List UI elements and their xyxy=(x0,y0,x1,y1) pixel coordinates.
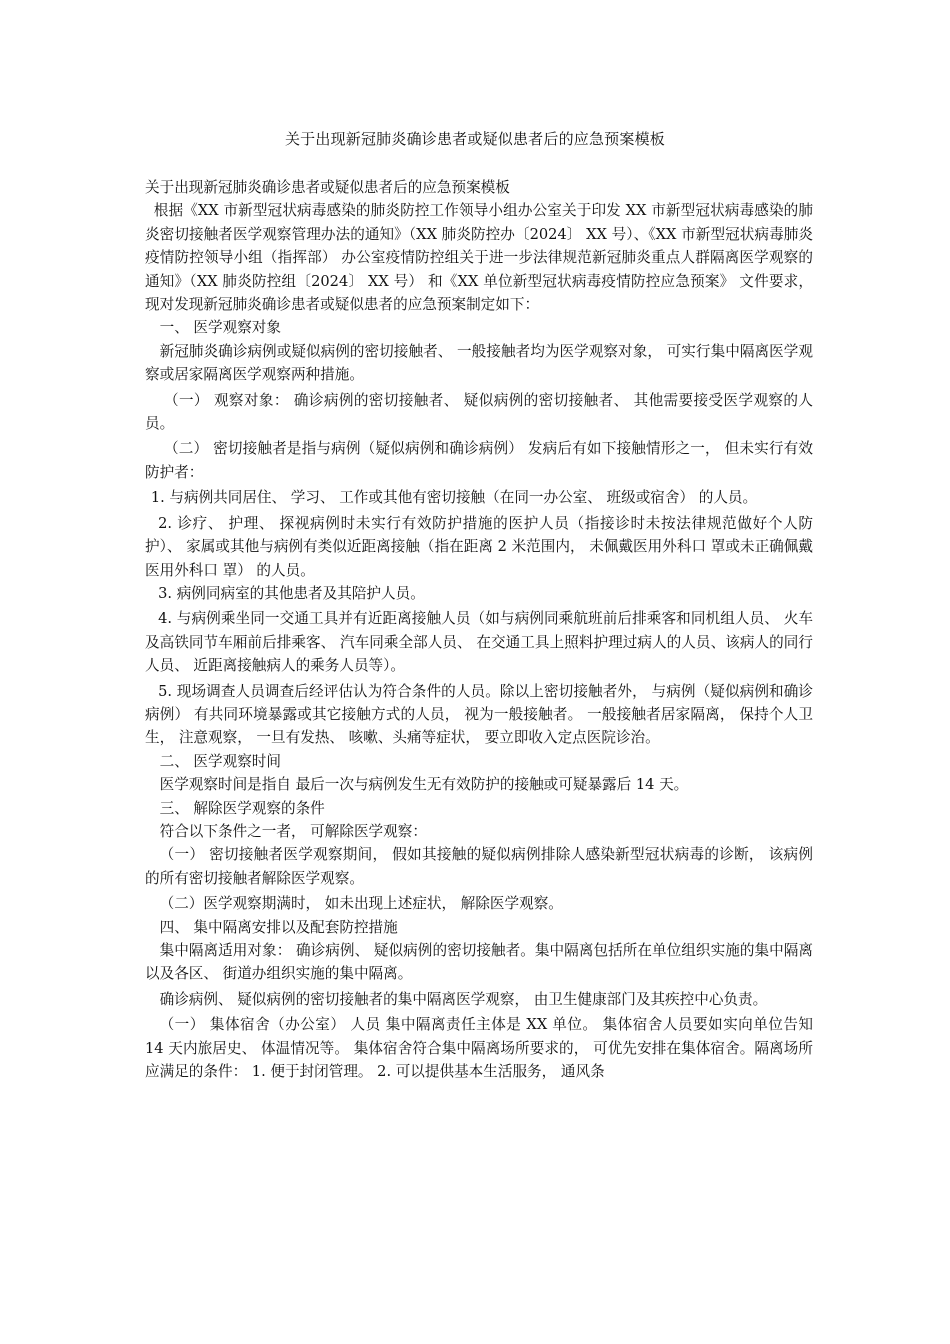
section-heading: 一、 医学观察对象 xyxy=(159,319,281,337)
paragraph: 符合以下条件之一者， 可解除医学观察： xyxy=(159,822,427,840)
list-item: 3. 病例同病室的其他患者及其陪护人员。 xyxy=(158,584,425,602)
paragraph: （一） 观察对象： 确诊病例的密切接触者、 疑似病例的密切接触者、 其他需要接受医学观察的人员。 xyxy=(145,391,813,433)
paragraph: （二） 密切接触者是指与病例（疑似病例和确诊病例） 发病后有如下接触情形之一， 但未实行有效防护者： xyxy=(145,440,813,481)
list-item: 1. 与病例共同居住、 学习、 工作或其他有密切接触（在同一办公室、 班级或宿舍） 的人员。 xyxy=(150,489,758,507)
page-title: 关于出现新冠肺炎确诊患者或疑似患者后的应急预案模板 xyxy=(284,130,665,148)
paragraph: （一） 密切接触者医学观察期间， 假如其接触的疑似病例排除人感染新型冠状病毒的诊断， 该病例的所有密切接触者解除医学观察。 xyxy=(145,846,813,887)
intro-paragraph: 根据《XX 市新型冠状病毒感染的肺炎防控工作领导小组办公室关于印发 XX 市新型冠状病毒感染的肺炎密切接触者医学观察管理办法的通知》（XX 肺炎防控办〔2024〕 XX 号）、《XX 市新型冠状病毒肺炎疫情防控领导小组（指挥部） 办公室疫情防控组关于进一步法律规范新冠肺炎重点人群隔离医学观察的通知》（XX 肺炎防控组〔2024〕 XX 号） 和《XX 单位新型冠状病毒疫情防控应急预案》 文件要求， 现对发现新冠肺炎确诊患者或疑似患者的应急预案制定如下： xyxy=(145,202,813,314)
paragraph: （一） 集体宿舍（办公室） 人员 集中隔离责任主体是 XX 单位。 集体宿舍人员要如实向单位告知 14 天内旅居史、 体温情况等。 集体宿舍符合集中隔离场所要求的， 可优先安排在集体宿舍。隔离场所应满足的条件： 1. 便于封闭管理。 2. 可以提供基本生活服务， 通风条 xyxy=(145,1016,813,1081)
paragraph: 新冠肺炎确诊病例或疑似病例的密切接触者、 一般接触者均为医学观察对象， 可实行集中隔离医学观察或居家隔离医学观察两种措施。 xyxy=(145,342,813,384)
paragraph: 确诊病例、 疑似病例的密切接触者的集中隔离医学观察， 由卫生健康部门及其疾控中心负责。 xyxy=(159,990,768,1008)
list-item: 5. 现场调查人员调查后经评估认为符合条件的人员。除以上密切接触者外， 与病例（疑似病例和确诊病例） 有共同环境暴露或其它接触方式的人员， 视为一般接触者。 一般接触者居家隔离， 保持个人卫生， 注意观察， 一旦有发热、 咳嗽、头痛等症状， 要立即收入定点医院诊治。 xyxy=(145,682,813,747)
paragraph: 医学观察时间是指自 最后一次与病例发生无有效防护的接触或可疑暴露后 14 天。 xyxy=(159,776,689,794)
document-body xyxy=(145,176,813,1083)
list-item: 2. 诊疗、 护理、 探视病例时未实行有效防护措施的医护人员（指接诊时未按法律规范做好个人防护）、 家属或其他与病例有类似近距离接触（指在距离 2 米范围内， 未佩戴医用外科口 罩或未正确佩戴医用外科口 罩） 的人员。 xyxy=(145,514,813,579)
doc-subtitle: 关于出现新冠肺炎确诊患者或疑似患者后的应急预案模板 xyxy=(145,179,510,196)
section-heading: 三、 解除医学观察的条件 xyxy=(159,799,325,817)
paragraph: （二）医学观察期满时， 如未出现上述症状， 解除医学观察。 xyxy=(159,895,563,913)
section-heading: 二、 医学观察时间 xyxy=(159,752,281,770)
section-heading: 四、 集中隔离安排以及配套防控措施 xyxy=(159,918,398,936)
list-item: 4. 与病例乘坐同一交通工具并有近距离接触人员（如与病例同乘航班前后排乘客和同机组人员、 火车及高铁同节车厢前后排乘客、 汽车同乘全部人员、 在交通工具上照料护理过病人的人员、该病人的同行人员、 近距离接触病人的乘务人员等）。 xyxy=(145,610,813,675)
paragraph: 集中隔离适用对象： 确诊病例、 疑似病例的密切接触者。集中隔离包括所在单位组织实施的集中隔离以及各区、 街道办组织实施的集中隔离。 xyxy=(145,942,813,983)
